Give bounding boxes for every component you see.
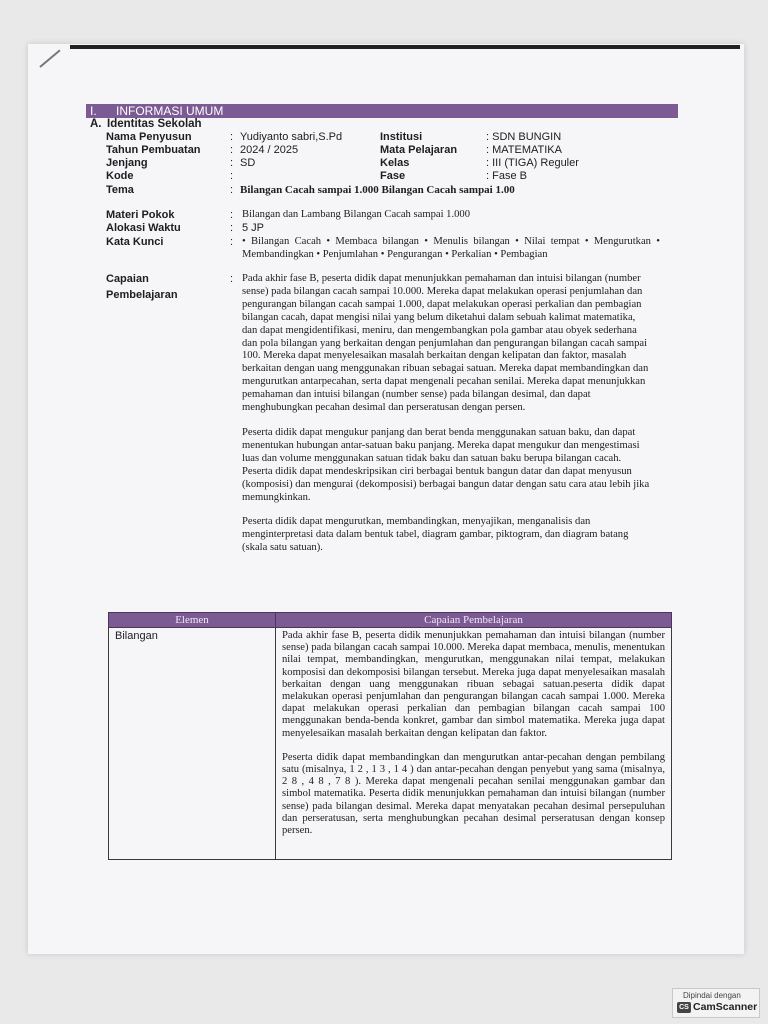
alokasi-waktu-value: 5 JP: [242, 222, 265, 234]
capaian-paragraph: Peserta didik dapat mengukur panjang dan berat benda menggunakan satuan baku, dan dapat menentukan hubungan antar-satuan baku panjang. Mereka dapat mengukur dan mengestimasi luas dan volume menggunakan satuan tidak baku dan satuan baku berupa bilangan cacah. Peserta didik dapat mendeskripsikan ciri berbagai bentuk bangun datar dan dapat menyusun (komposisi) dan mengurai (dekomposisi) berbagai bangun datar dengan satu cara atau lebih jika memungkinkan.: [242, 426, 650, 503]
identity-value: SD: [240, 157, 256, 169]
identity-label-2: Fase: [380, 170, 406, 182]
description-paragraph: Peserta didik dapat membandingkan dan mengurutkan antar-pecahan dengan pembilang satu (misalnya, 1 2 , 1 3 , 1 4 ) dan antar-pecahan dengan penyebut yang sama (misalnya, 2 8 , 4 8 , 7 8 ). Mereka dapat mengenali pecahan senilai menggunakan gambar dan simbol matematika. Peserta didik menunjukkan pemahaman dan intuisi bilangan (number sense) pada bilangan desimal. Mereka dapat menyatakan pecahan desimal persepuluhan dan perseratusan, serta menghubungkan pecahan desimal perseratusan dengan konsep persen.: [282, 751, 665, 837]
identity-value: Yudiyanto sabri,S.Pd: [240, 131, 343, 143]
scanner-caption: Dipindai dengan: [683, 991, 741, 1000]
description-cell: [276, 628, 672, 860]
section-header: [86, 104, 678, 118]
capaian-label: [106, 273, 178, 302]
header-capaian: Capaian Pembelajaran: [276, 613, 672, 628]
kata-kunci-value: • Bilangan Cacah • Membaca bilangan • Menulis bilangan • Nilai tempat • Mengurutkan • Membandingkan • Penjumlahan • Pengurangan • Perkalian • Pembagian: [242, 236, 660, 260]
capaian-paragraph: Pada akhir fase B, peserta didik dapat menunjukkan pemahaman dan intuisi bilangan (number sense) pada bilangan cacah sampai 10.000. Mereka dapat melakukan operasi penjumlahan dan pengurangan bilangan cacah sampai 1.000, dapat melakukan operasi perkalian dan pembagian bilangan cacah, dapat mengisi nilai yang belum diketahui dalam sebuah kalimat matematika, dan dapat mengidentifikasi, meniru, dan mengembangkan pola gambar atau obyek sederhana dan pola bilangan yang berkaitan dengan penjumlahan dan pengurangan bilangan cacah sampai 100. Mereka dapat menyelesaikan masalah berkaitan dengan kelipatan dan faktor, masalah berkaitan dengan uang menggunakan ribuan sebagai satuan. Mereka dapat membandingkan dan mengurutkan antarpecahan, serta dapat mengenali pecahan senilai. Mereka dapat menunjukkan pemahaman dan intuisi bilangan (number sense) pada bilangan desimal, dan dapat menghubungkan pecahan desimal dan perseratusan dengan persen.: [242, 273, 649, 414]
identity-label: Kode: [106, 170, 134, 182]
table-row: [109, 628, 672, 860]
materi-pokok-label: Materi Pokok: [106, 209, 175, 221]
capaian-label-line2: Pembelajaran: [106, 289, 178, 301]
identity-value-2: : III (TIGA) Reguler: [486, 157, 579, 169]
kata-kunci-label: Kata Kunci: [106, 236, 164, 248]
element-cell: Bilangan: [109, 628, 276, 860]
capaian-paragraph: Peserta didik dapat mengurutkan, membandingkan, menyajikan, menganalisis dan menginterpretasi data dalam bentuk tabel, diagram gambar, piktogram, dan diagram batang (skala satu satuan).: [242, 516, 629, 554]
subsection-heading: [90, 118, 202, 130]
capaian-table: [108, 612, 672, 860]
identity-value-2: : Fase B: [486, 170, 527, 182]
section-number: I.: [90, 104, 97, 118]
section-title: INFORMASI UMUM: [116, 104, 224, 118]
tema-value: Bilangan Cacah sampai 1.000 Bilangan Cacah sampai 1.00: [240, 184, 515, 196]
scanner-brand: CamScanner: [693, 1001, 758, 1013]
identity-label-2: Mata Pelajaran: [380, 144, 458, 156]
capaian-label-line1: Capaian: [106, 273, 149, 285]
alokasi-waktu-label: Alokasi Waktu: [106, 222, 181, 234]
table-header-row: [109, 613, 672, 628]
subsection-letter: A.: [90, 118, 102, 130]
description-paragraph: Pada akhir fase B, peserta didik menunjukkan pemahaman dan intuisi bilangan (number sense) pada bilangan cacah sampai 10.000. Mereka dapat membaca, menulis, menentukan nilai tempat, membandingkan, mengurutkan, menggunakan nilai tempat, melakukan komposisi dan dekomposisi bilangan tersebut. Mereka juga dapat menyelesaikan masalah berkaitan dengan uang menggunakan ribuan sebagai satuan.peserta didik dapat melakukan operasi penjumlahan dan pengurangan bilangan cacah sampai 1.000. Mereka dapat melakukan operasi perkalian dan pembagian bilangan cacah sampai 100 menggunakan benda-benda konkret, gambar dan simbol matematika. Mereka juga dapat menyelesaikan masalah berkaitan dengan kelipatan dan faktor.: [282, 630, 665, 739]
identity-label-2: Kelas: [380, 157, 410, 169]
identity-label: Tahun Pembuatan: [106, 144, 201, 156]
scanner-watermark: [672, 988, 760, 1018]
header-elemen: Elemen: [109, 613, 276, 628]
capaian-text: [242, 273, 652, 567]
identity-value-2: : MATEMATIKA: [486, 144, 562, 156]
camscanner-logo-icon: CS: [677, 1002, 691, 1013]
identity-value-2: : SDN BUNGIN: [486, 131, 562, 143]
subsection-title: Identitas Sekolah: [107, 118, 202, 130]
identity-label: Nama Penyusun: [106, 131, 192, 143]
materi-pokok-value: Bilangan dan Lambang Bilangan Cacah sampai 1.000: [242, 209, 470, 220]
identity-label: Jenjang: [106, 157, 148, 169]
tema-label: Tema: [106, 184, 134, 196]
identity-value: 2024 / 2025: [240, 144, 299, 156]
top-border-line: [70, 45, 740, 49]
identity-label-2: Institusi: [380, 131, 423, 143]
